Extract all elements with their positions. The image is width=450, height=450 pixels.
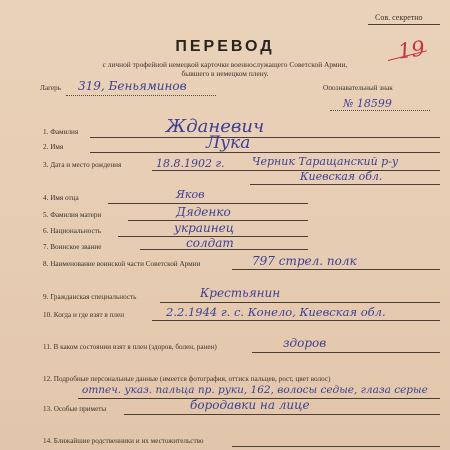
- camp-label: Лагерь: [40, 84, 61, 92]
- page-title: ПЕРЕВОД: [175, 38, 275, 55]
- field-14-label: 14. Ближайшие родственники и их местожительство: [43, 437, 204, 445]
- field-7-label: 7. Воинское звание: [43, 243, 102, 251]
- field-6-label: 6. Национальность: [43, 227, 102, 235]
- field-3-line: [152, 170, 440, 171]
- field-4-value: Яков: [176, 188, 205, 201]
- red-handwritten-number: 19: [396, 36, 427, 64]
- field-13-line: [124, 414, 440, 415]
- field-1-value: Жданевич: [166, 116, 265, 137]
- subtitle-line-2: бывшего в немецком плену.: [181, 69, 269, 78]
- field-8-value: 797 стрел. полк: [252, 254, 357, 268]
- classification-stamp: Сов. секретно: [375, 13, 423, 22]
- field-3-place-line-2: Киевская обл.: [300, 170, 383, 183]
- classification-underline: [368, 24, 440, 25]
- field-11-value: здоров: [283, 336, 327, 350]
- field-11-label: 11. В каком состоянии взят в плен (здоров, болен, ранен): [43, 343, 217, 351]
- field-12-value: отпеч. указ. пальца пр. руки, 162, волосы седые, глаза серые: [82, 384, 428, 396]
- field-12-label: 12. Подробные персональные данные (имеется фотография, оттиск пальцев, рост, цвет волос): [43, 375, 331, 383]
- id-value: № 18599: [343, 97, 392, 110]
- field-13-value: бородавки на лице: [190, 398, 310, 412]
- field-10-label: 10. Когда и где взят в плен: [43, 311, 125, 319]
- field-14-line: [232, 446, 440, 447]
- field-3-line-2: [250, 184, 440, 185]
- field-5-label: 5. Фамилия матери: [43, 211, 102, 219]
- field-7-value: солдат: [186, 236, 234, 250]
- field-3-place-line-1: Черник Таращанский р-у: [252, 155, 399, 168]
- field-1-label: 1. Фамилия: [43, 128, 79, 136]
- field-4-line: [108, 203, 308, 204]
- subtitle-line-1: с личной трофейной немецкой карточки военнослужащего Советской Армии,: [102, 60, 348, 69]
- field-1-line: [90, 137, 440, 138]
- field-4-label: 4. Имя отца: [43, 194, 79, 202]
- field-6-value: украинец: [174, 221, 235, 235]
- field-3-date: 18.8.1902 г.: [156, 157, 225, 170]
- id-label: Опознавательный знак: [323, 84, 393, 92]
- field-11-line: [252, 352, 440, 353]
- field-5-value: Дяденко: [176, 205, 231, 219]
- field-10-line: [152, 320, 440, 321]
- field-13-label: 13. Особые приметы: [43, 405, 107, 413]
- field-9-value: Крестьянин: [200, 286, 281, 300]
- field-8-line: [232, 269, 440, 270]
- field-3-label: 3. Дата и место рождения: [43, 161, 122, 169]
- field-2-value: Лука: [206, 133, 251, 153]
- field-8-label: 8. Наименование воинской части Советской Армии: [43, 260, 201, 268]
- camp-line: [66, 95, 216, 96]
- field-10-value: 2.2.1944 г. с. Конело, Киевская обл.: [166, 305, 386, 319]
- field-9-line: [160, 302, 440, 303]
- camp-value: 319, Беньяминов: [78, 79, 187, 93]
- field-9-label: 9. Гражданская специальность: [43, 293, 137, 301]
- id-line: [330, 110, 430, 111]
- field-2-line: [90, 152, 440, 153]
- field-2-label: 2. Имя: [43, 143, 64, 151]
